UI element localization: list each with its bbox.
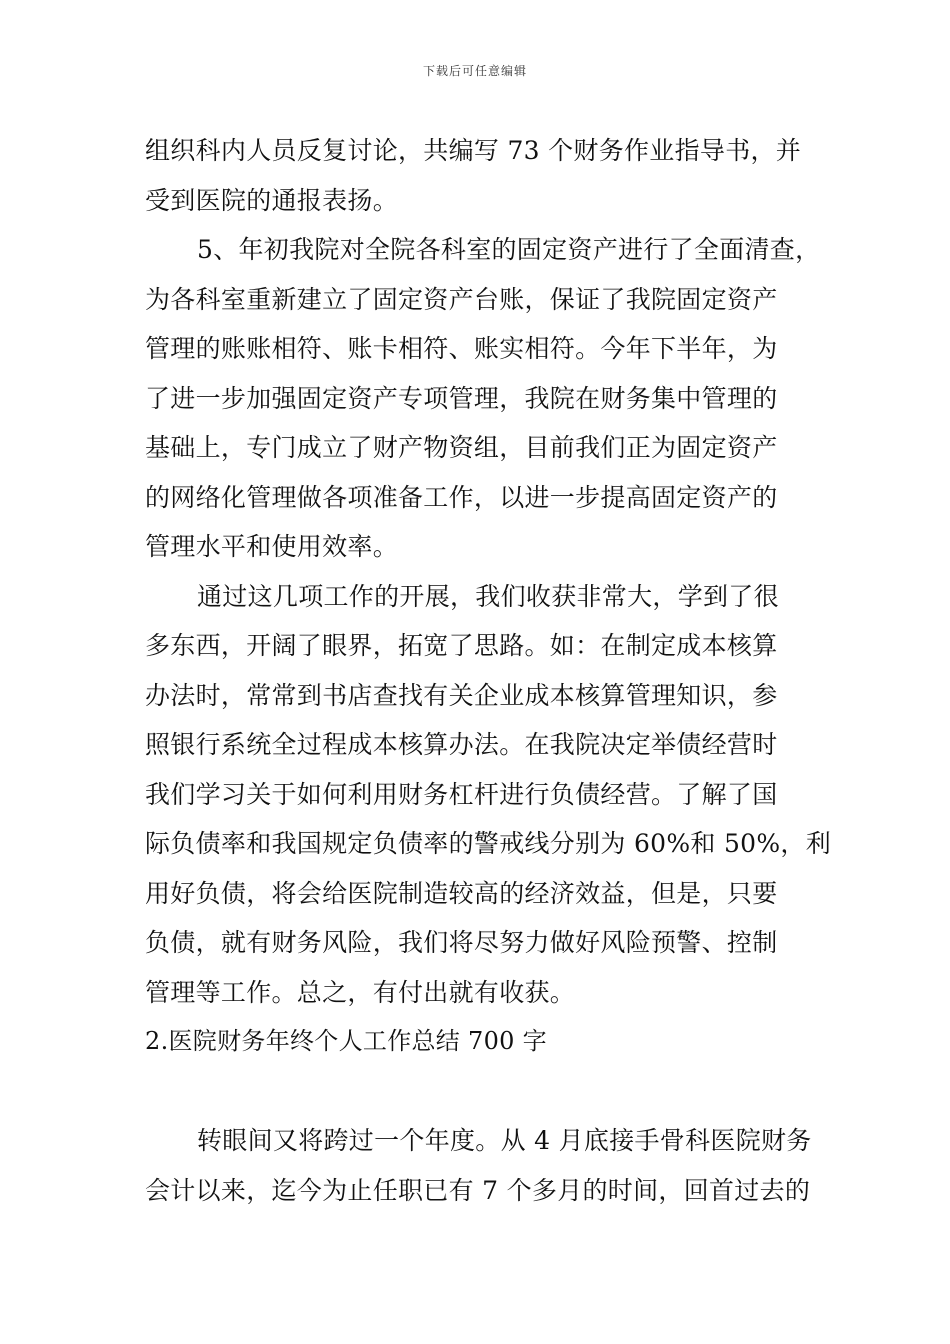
paragraph-line: 用好负债，将会给医院制造较高的经济效益，但是，只要 [145,878,778,908]
paragraph-line: 管理水平和使用效率。 [145,532,399,561]
paragraph-line: 管理等工作。总之，有付出就有收获。 [145,977,576,1007]
paragraph-line: 了进一步加强固定资产专项管理，我院在财务集中管理的 [145,383,778,413]
paragraph-line: 照银行系统全过程成本核算办法。在我院决定举债经营时 [145,730,778,759]
paragraph-first-line: 5、年初我院对全院各科室的固定资产进行了全面清查， [197,235,821,264]
paragraph-line: 的网络化管理做各项准备工作，以进一步提高固定资产的 [145,482,778,512]
section-heading: 2.医院财务年终个人工作总结 700 字 [145,1027,547,1055]
paragraph-line: 办法时，常常到书店查找有关企业成本核算管理知识，参 [145,680,778,710]
paragraph-first-line: 转眼间又将跨过一个年度。从 4 月底接手骨科医院财务 [197,1126,812,1155]
paragraph-line: 会计以来，迄今为止任职已有 7 个多月的时间，回首过去的 [145,1175,811,1205]
paragraph-line: 基础上，专门成立了财产物资组，目前我们正为固定资产 [145,433,778,462]
paragraph-line: 组织科内人员反复讨论，共编写 73 个财务作业指导书，并 [145,136,802,165]
document-body [145,126,835,1215]
blank-spacer [145,1067,835,1117]
paragraph-line: 我们学习关于如何利用财务杠杆进行负债经营。了解了国 [145,779,778,809]
paragraph-line: 为各科室重新建立了固定资产台账，保证了我院固定资产 [145,284,778,314]
paragraph-line: 管理的账账相符、账卡相符、账实相符。今年下半年，为 [145,334,778,363]
paragraph-line: 受到医院的通报表扬。 [145,185,399,215]
paragraph-line: 多东西，开阔了眼界，拓宽了思路。如：在制定成本核算 [145,631,778,660]
page-header: 下载后可任意编辑 [422,64,527,78]
paragraph-line: 负债，就有财务风险，我们将尽努力做好风险预警、控制 [145,928,778,957]
paragraph-first-line: 通过这几项工作的开展，我们收获非常大，学到了很 [197,581,779,611]
paragraph-line: 际负债率和我国规定负债率的警戒线分别为 60%和 50%，利 [145,829,832,858]
